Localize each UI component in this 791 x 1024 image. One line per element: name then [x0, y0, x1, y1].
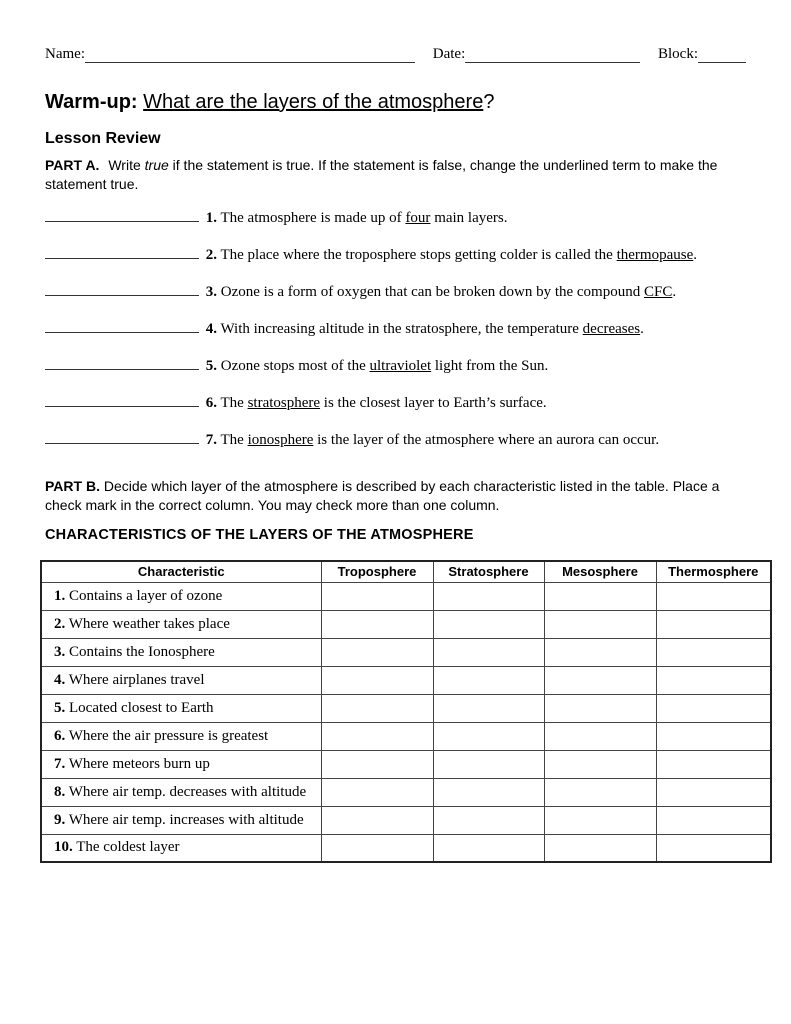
block-input-blank[interactable]	[698, 49, 746, 63]
underlined-term: CFC	[643, 284, 673, 300]
title-prefix: Warm-up:	[45, 91, 138, 113]
check-cell-troposphere[interactable]	[321, 694, 433, 722]
table-row-1	[41, 582, 771, 610]
answer-blank-1[interactable]	[45, 209, 199, 222]
row-number: 5.	[54, 699, 66, 716]
statement-text: The atmosphere is made up of	[220, 210, 406, 226]
col-header-mesosphere: Mesosphere	[544, 561, 656, 582]
statement-number: 3.	[205, 284, 217, 300]
row-text: Where air temp. increases with altitude	[68, 811, 304, 828]
check-cell-stratosphere[interactable]	[433, 750, 544, 778]
lesson-review-heading: Lesson Review	[45, 130, 161, 147]
row-text: Where meteors burn up	[68, 755, 210, 772]
row-number: 8.	[54, 783, 66, 800]
row-text: Where the air pressure is greatest	[68, 727, 269, 744]
title-question: What are the layers of the atmosphere	[143, 91, 484, 113]
check-cell-troposphere[interactable]	[321, 610, 433, 638]
date-label: Date:	[432, 46, 466, 62]
characteristic-cell	[41, 834, 321, 862]
check-cell-troposphere[interactable]	[321, 806, 433, 834]
table-row-10	[41, 834, 771, 862]
statement-text: The	[220, 432, 248, 448]
answer-blank-2[interactable]	[45, 246, 199, 259]
title-question-mark: ?	[483, 91, 495, 113]
col-header-stratosphere: Stratosphere	[433, 561, 544, 582]
underlined-term: decreases	[582, 321, 641, 337]
statement-number: 7.	[205, 432, 217, 448]
table-row-3	[41, 638, 771, 666]
name-input-blank[interactable]	[85, 49, 415, 63]
check-cell-stratosphere[interactable]	[433, 694, 544, 722]
check-cell-mesosphere[interactable]	[544, 666, 656, 694]
check-cell-thermosphere[interactable]	[656, 582, 771, 610]
statement-number: 5.	[205, 358, 217, 374]
check-cell-mesosphere[interactable]	[544, 694, 656, 722]
check-cell-thermosphere[interactable]	[656, 778, 771, 806]
table-row-7	[41, 750, 771, 778]
check-cell-mesosphere[interactable]	[544, 638, 656, 666]
underlined-term: thermopause	[616, 247, 694, 263]
check-cell-troposphere[interactable]	[321, 722, 433, 750]
row-number: 4.	[54, 671, 66, 688]
part-a-label: PART A.	[45, 157, 100, 173]
col-header-characteristic: Characteristic	[41, 561, 321, 582]
row-number: 7.	[54, 755, 66, 772]
statement-text-after: .	[640, 321, 644, 337]
check-cell-mesosphere[interactable]	[544, 610, 656, 638]
check-cell-thermosphere[interactable]	[656, 666, 771, 694]
name-label: Name:	[45, 46, 85, 62]
check-cell-thermosphere[interactable]	[656, 694, 771, 722]
check-cell-mesosphere[interactable]	[544, 750, 656, 778]
statement-number: 4.	[205, 321, 217, 337]
statement-6	[45, 394, 791, 411]
statement-text-after: .	[693, 247, 697, 263]
statement-5	[45, 357, 791, 374]
check-cell-mesosphere[interactable]	[544, 806, 656, 834]
check-cell-mesosphere[interactable]	[544, 778, 656, 806]
check-cell-stratosphere[interactable]	[433, 582, 544, 610]
answer-blank-7[interactable]	[45, 431, 199, 444]
answer-blank-3[interactable]	[45, 283, 199, 296]
row-text: Contains a layer of ozone	[69, 587, 223, 604]
check-cell-troposphere[interactable]	[321, 638, 433, 666]
answer-blank-5[interactable]	[45, 357, 199, 370]
check-cell-stratosphere[interactable]	[433, 638, 544, 666]
name-field	[45, 45, 415, 63]
characteristic-cell	[41, 750, 321, 778]
check-cell-stratosphere[interactable]	[433, 666, 544, 694]
part-a-statements	[45, 209, 791, 448]
check-cell-thermosphere[interactable]	[656, 806, 771, 834]
check-cell-troposphere[interactable]	[321, 834, 433, 862]
check-cell-stratosphere[interactable]	[433, 834, 544, 862]
check-cell-mesosphere[interactable]	[544, 582, 656, 610]
table-row-6	[41, 722, 771, 750]
header-fields	[45, 45, 746, 63]
row-number: 3.	[54, 643, 66, 660]
row-text: Contains the Ionosphere	[69, 643, 215, 660]
part-a-text-rest: if the statement is true. If the statement is false, change the underlined term to make the statement true.	[45, 157, 718, 192]
underlined-term: ionosphere	[247, 432, 314, 448]
row-text: Where air temp. decreases with altitude	[68, 783, 307, 800]
table-title: CHARACTERISTICS OF THE LAYERS OF THE ATMOSPHERE	[45, 527, 474, 543]
statement-text-after: light from the Sun.	[431, 358, 549, 374]
col-header-thermosphere: Thermosphere	[656, 561, 771, 582]
part-b-text: Decide which layer of the atmosphere is described by each characteristic listed in the table. Place a check mark in the correct column. You may check more than one column.	[45, 478, 720, 513]
check-cell-troposphere[interactable]	[321, 666, 433, 694]
row-number: 1.	[54, 587, 66, 604]
table-row-4	[41, 666, 771, 694]
statement-text-after: is the closest layer to Earth’s surface.	[320, 395, 547, 411]
statement-text: The place where the troposphere stops getting colder is called the	[220, 247, 617, 263]
row-text: Where weather takes place	[68, 615, 230, 632]
statement-1	[45, 209, 791, 226]
statement-2	[45, 246, 791, 263]
characteristic-cell	[41, 722, 321, 750]
part-b-instructions	[45, 477, 750, 515]
check-cell-troposphere[interactable]	[321, 582, 433, 610]
check-cell-stratosphere[interactable]	[433, 610, 544, 638]
check-cell-stratosphere[interactable]	[433, 806, 544, 834]
characteristic-cell	[41, 582, 321, 610]
statement-text-after: .	[672, 284, 677, 300]
block-field	[658, 45, 746, 63]
part-a-text: Write	[104, 157, 145, 173]
row-text: Located closest to Earth	[69, 699, 214, 716]
check-cell-thermosphere[interactable]	[656, 610, 771, 638]
check-cell-thermosphere[interactable]	[656, 750, 771, 778]
check-cell-stratosphere[interactable]	[433, 722, 544, 750]
characteristic-cell	[41, 806, 321, 834]
characteristics-table	[40, 560, 772, 863]
check-cell-thermosphere[interactable]	[656, 722, 771, 750]
underlined-term: four	[405, 210, 431, 226]
answer-blank-4[interactable]	[45, 320, 199, 333]
block-label: Block:	[658, 46, 698, 62]
table-row-9	[41, 806, 771, 834]
check-cell-mesosphere[interactable]	[544, 722, 656, 750]
characteristic-cell	[41, 694, 321, 722]
check-cell-troposphere[interactable]	[321, 778, 433, 806]
row-number: 6.	[54, 727, 66, 744]
check-cell-troposphere[interactable]	[321, 750, 433, 778]
characteristic-cell	[41, 610, 321, 638]
part-a-instructions	[45, 156, 750, 194]
statement-7	[45, 431, 791, 448]
table-row-8	[41, 778, 771, 806]
statement-text: Ozone stops most of the	[220, 358, 370, 374]
statement-4	[45, 320, 791, 337]
characteristic-cell	[41, 778, 321, 806]
table-header-row	[41, 561, 771, 582]
check-cell-thermosphere[interactable]	[656, 834, 771, 862]
date-field	[433, 45, 640, 63]
check-cell-mesosphere[interactable]	[544, 834, 656, 862]
col-header-troposphere: Troposphere	[321, 561, 433, 582]
answer-blank-6[interactable]	[45, 394, 199, 407]
underlined-term: stratosphere	[247, 395, 321, 411]
statement-text: The	[220, 395, 248, 411]
row-text: Where airplanes travel	[68, 671, 205, 688]
row-text: The coldest layer	[76, 839, 180, 856]
statement-text-after: is the layer of the atmosphere where an aurora can occur.	[313, 432, 660, 448]
part-a-italic-word: true	[144, 157, 169, 173]
statement-text: Ozone is a form of oxygen that can be broken down by the compound	[220, 284, 644, 300]
row-number: 2.	[54, 615, 66, 632]
check-cell-thermosphere[interactable]	[656, 638, 771, 666]
underlined-term: ultraviolet	[369, 358, 432, 374]
table-row-2	[41, 610, 771, 638]
row-number: 9.	[54, 811, 66, 828]
characteristic-cell	[41, 638, 321, 666]
page-title	[45, 90, 791, 114]
row-number: 10.	[54, 839, 73, 856]
statement-3	[45, 283, 791, 300]
part-b-label: PART B.	[45, 478, 100, 494]
statement-text: With increasing altitude in the stratosphere, the temperature	[220, 321, 583, 337]
statement-number: 2.	[205, 247, 217, 263]
date-input-blank[interactable]	[465, 49, 640, 63]
statement-number: 6.	[205, 395, 217, 411]
characteristic-cell	[41, 666, 321, 694]
statement-number: 1.	[205, 210, 217, 226]
statement-text-after: main layers.	[430, 210, 508, 226]
check-cell-stratosphere[interactable]	[433, 778, 544, 806]
table-row-5	[41, 694, 771, 722]
